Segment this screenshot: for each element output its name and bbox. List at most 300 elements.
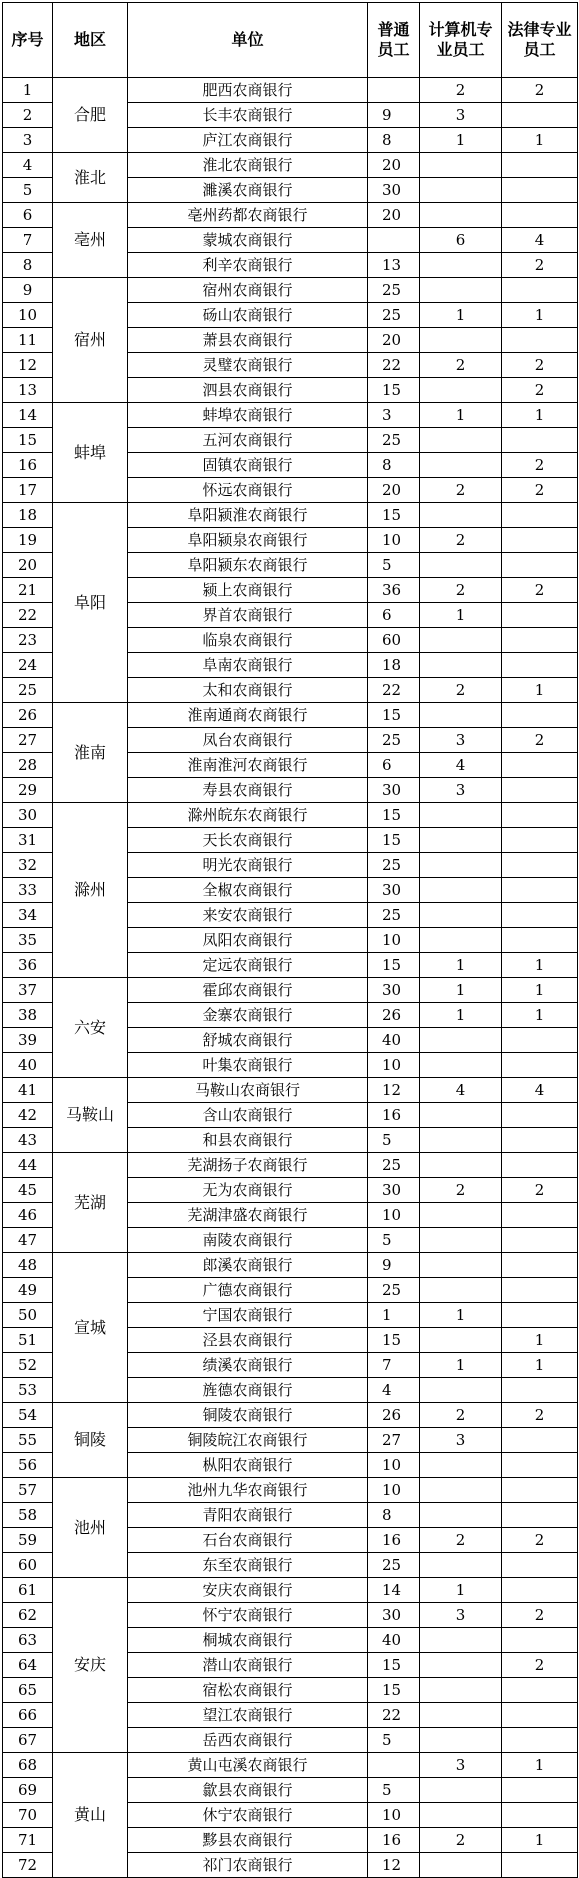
region-cell: 宣城 [53, 1253, 128, 1403]
unit-cell: 马鞍山农商银行 [128, 1078, 368, 1103]
computer-count-cell: 3 [420, 728, 502, 753]
law-count-cell: 4 [502, 1078, 578, 1103]
unit-cell: 肥西农商银行 [128, 78, 368, 103]
unit-cell: 青阳农商银行 [128, 1503, 368, 1528]
seq-cell: 1 [3, 78, 53, 103]
computer-count-cell: 2 [420, 1403, 502, 1428]
seq-cell: 54 [3, 1403, 53, 1428]
general-count-cell: 16 [368, 1528, 420, 1553]
law-count-cell [502, 1253, 578, 1278]
general-count-cell: 15 [368, 828, 420, 853]
computer-count-cell [420, 1653, 502, 1678]
general-count-cell: 16 [368, 1103, 420, 1128]
computer-count-cell: 1 [420, 403, 502, 428]
computer-count-cell [420, 1228, 502, 1253]
law-count-cell [502, 103, 578, 128]
unit-cell: 含山农商银行 [128, 1103, 368, 1128]
general-count-cell: 7 [368, 1353, 420, 1378]
seq-cell: 7 [3, 228, 53, 253]
law-count-cell [502, 203, 578, 228]
unit-cell: 旌德农商银行 [128, 1378, 368, 1403]
header-unit: 单位 [128, 3, 368, 78]
law-count-cell [502, 1378, 578, 1403]
law-count-cell: 1 [502, 403, 578, 428]
unit-cell: 叶集农商银行 [128, 1053, 368, 1078]
computer-count-cell: 2 [420, 528, 502, 553]
law-count-cell [502, 753, 578, 778]
general-count-cell: 5 [368, 553, 420, 578]
law-count-cell: 1 [502, 1353, 578, 1378]
seq-cell: 21 [3, 578, 53, 603]
table-row [3, 503, 578, 528]
seq-cell: 9 [3, 278, 53, 303]
general-count-cell: 16 [368, 1828, 420, 1853]
general-count-cell: 25 [368, 1153, 420, 1178]
seq-cell: 47 [3, 1228, 53, 1253]
seq-cell: 6 [3, 203, 53, 228]
seq-cell: 41 [3, 1078, 53, 1103]
computer-count-cell [420, 178, 502, 203]
unit-cell: 全椒农商银行 [128, 878, 368, 903]
computer-count-cell [420, 1328, 502, 1353]
unit-cell: 淮北农商银行 [128, 153, 368, 178]
computer-count-cell: 3 [420, 103, 502, 128]
general-count-cell: 15 [368, 1653, 420, 1678]
computer-count-cell [420, 628, 502, 653]
general-count-cell: 25 [368, 303, 420, 328]
seq-cell: 66 [3, 1703, 53, 1728]
unit-cell: 长丰农商银行 [128, 103, 368, 128]
seq-cell: 14 [3, 403, 53, 428]
unit-cell: 祁门农商银行 [128, 1853, 368, 1878]
law-count-cell [502, 828, 578, 853]
law-count-cell: 2 [502, 1528, 578, 1553]
general-count-cell: 20 [368, 203, 420, 228]
unit-cell: 枞阳农商银行 [128, 1453, 368, 1478]
seq-cell: 37 [3, 978, 53, 1003]
general-count-cell: 5 [368, 1728, 420, 1753]
seq-cell: 18 [3, 503, 53, 528]
computer-count-cell [420, 1703, 502, 1728]
seq-cell: 19 [3, 528, 53, 553]
general-count-cell: 15 [368, 503, 420, 528]
law-count-cell [502, 1578, 578, 1603]
seq-cell: 4 [3, 153, 53, 178]
region-cell: 芜湖 [53, 1153, 128, 1253]
unit-cell: 凤台农商银行 [128, 728, 368, 753]
unit-cell: 舒城农商银行 [128, 1028, 368, 1053]
general-count-cell: 22 [368, 678, 420, 703]
computer-count-cell: 1 [420, 1353, 502, 1378]
law-count-cell [502, 1453, 578, 1478]
seq-cell: 70 [3, 1803, 53, 1828]
general-count-cell: 10 [368, 1478, 420, 1503]
law-count-cell: 2 [502, 478, 578, 503]
law-count-cell: 1 [502, 303, 578, 328]
unit-cell: 金寨农商银行 [128, 1003, 368, 1028]
computer-count-cell [420, 828, 502, 853]
law-count-cell [502, 1778, 578, 1803]
unit-cell: 绩溪农商银行 [128, 1353, 368, 1378]
computer-count-cell [420, 1503, 502, 1528]
computer-count-cell: 2 [420, 1528, 502, 1553]
seq-cell: 30 [3, 803, 53, 828]
general-count-cell: 25 [368, 1278, 420, 1303]
general-count-cell: 22 [368, 1703, 420, 1728]
seq-cell: 56 [3, 1453, 53, 1478]
region-cell: 铜陵 [53, 1403, 128, 1478]
law-count-cell: 2 [502, 1403, 578, 1428]
computer-count-cell [420, 1453, 502, 1478]
general-count-cell: 14 [368, 1578, 420, 1603]
general-count-cell: 18 [368, 653, 420, 678]
seq-cell: 55 [3, 1428, 53, 1453]
unit-cell: 利辛农商银行 [128, 253, 368, 278]
unit-cell: 阜阳颍泉农商银行 [128, 528, 368, 553]
general-count-cell: 30 [368, 178, 420, 203]
general-count-cell: 10 [368, 928, 420, 953]
seq-cell: 60 [3, 1553, 53, 1578]
table-row [3, 978, 578, 1003]
seq-cell: 59 [3, 1528, 53, 1553]
computer-count-cell [420, 1203, 502, 1228]
computer-count-cell [420, 1728, 502, 1753]
unit-cell: 庐江农商银行 [128, 128, 368, 153]
general-count-cell: 10 [368, 528, 420, 553]
seq-cell: 13 [3, 378, 53, 403]
unit-cell: 怀远农商银行 [128, 478, 368, 503]
unit-cell: 泗县农商银行 [128, 378, 368, 403]
computer-count-cell [420, 1803, 502, 1828]
unit-cell: 滁州皖东农商银行 [128, 803, 368, 828]
computer-count-cell [420, 1378, 502, 1403]
computer-count-cell [420, 1778, 502, 1803]
law-count-cell [502, 1678, 578, 1703]
table-row [3, 1403, 578, 1428]
law-count-cell: 1 [502, 1328, 578, 1353]
unit-cell: 广德农商银行 [128, 1278, 368, 1303]
law-count-cell: 1 [502, 953, 578, 978]
seq-cell: 45 [3, 1178, 53, 1203]
law-count-cell [502, 503, 578, 528]
law-count-cell: 2 [502, 353, 578, 378]
seq-cell: 3 [3, 128, 53, 153]
seq-cell: 62 [3, 1603, 53, 1628]
computer-count-cell [420, 428, 502, 453]
unit-cell: 亳州药都农商银行 [128, 203, 368, 228]
region-cell: 六安 [53, 978, 128, 1078]
seq-cell: 40 [3, 1053, 53, 1078]
law-count-cell [502, 178, 578, 203]
region-cell: 阜阳 [53, 503, 128, 703]
seq-cell: 49 [3, 1278, 53, 1303]
general-count-cell: 15 [368, 378, 420, 403]
unit-cell: 明光农商银行 [128, 853, 368, 878]
general-count-cell: 26 [368, 1403, 420, 1428]
unit-cell: 宿松农商银行 [128, 1678, 368, 1703]
general-count-cell: 25 [368, 728, 420, 753]
unit-cell: 五河农商银行 [128, 428, 368, 453]
unit-cell: 凤阳农商银行 [128, 928, 368, 953]
unit-cell: 阜南农商银行 [128, 653, 368, 678]
seq-cell: 46 [3, 1203, 53, 1228]
law-count-cell [502, 903, 578, 928]
law-count-cell: 1 [502, 128, 578, 153]
general-count-cell: 40 [368, 1028, 420, 1053]
unit-cell: 桐城农商银行 [128, 1628, 368, 1653]
computer-count-cell [420, 928, 502, 953]
law-count-cell: 2 [502, 453, 578, 478]
header-computer: 计算机专业员工 [420, 3, 502, 78]
table-row [3, 1253, 578, 1278]
computer-count-cell: 1 [420, 1003, 502, 1028]
seq-cell: 17 [3, 478, 53, 503]
unit-cell: 南陵农商银行 [128, 1228, 368, 1253]
unit-cell: 无为农商银行 [128, 1178, 368, 1203]
seq-cell: 22 [3, 603, 53, 628]
law-count-cell [502, 853, 578, 878]
general-count-cell: 15 [368, 1328, 420, 1353]
law-count-cell [502, 803, 578, 828]
computer-count-cell: 1 [420, 1303, 502, 1328]
seq-cell: 50 [3, 1303, 53, 1328]
computer-count-cell [420, 1253, 502, 1278]
law-count-cell: 1 [502, 1003, 578, 1028]
computer-count-cell: 3 [420, 1753, 502, 1778]
general-count-cell: 5 [368, 1128, 420, 1153]
table-row [3, 1753, 578, 1778]
law-count-cell: 2 [502, 253, 578, 278]
computer-count-cell [420, 853, 502, 878]
computer-count-cell [420, 1053, 502, 1078]
unit-cell: 淮南通商农商银行 [128, 703, 368, 728]
law-count-cell [502, 1228, 578, 1253]
law-count-cell: 2 [502, 578, 578, 603]
unit-cell: 寿县农商银行 [128, 778, 368, 803]
general-count-cell: 15 [368, 953, 420, 978]
computer-count-cell [420, 253, 502, 278]
law-count-cell [502, 1728, 578, 1753]
law-count-cell [502, 1028, 578, 1053]
seq-cell: 39 [3, 1028, 53, 1053]
seq-cell: 24 [3, 653, 53, 678]
general-count-cell: 15 [368, 703, 420, 728]
general-count-cell: 25 [368, 428, 420, 453]
general-count-cell: 25 [368, 1553, 420, 1578]
general-count-cell: 36 [368, 578, 420, 603]
general-count-cell: 40 [368, 1628, 420, 1653]
law-count-cell: 2 [502, 1178, 578, 1203]
seq-cell: 51 [3, 1328, 53, 1353]
table-row [3, 203, 578, 228]
seq-cell: 16 [3, 453, 53, 478]
unit-cell: 泾县农商银行 [128, 1328, 368, 1353]
computer-count-cell: 2 [420, 678, 502, 703]
computer-count-cell [420, 553, 502, 578]
unit-cell: 岳西农商银行 [128, 1728, 368, 1753]
seq-cell: 48 [3, 1253, 53, 1278]
unit-cell: 池州九华农商银行 [128, 1478, 368, 1503]
unit-cell: 芜湖津盛农商银行 [128, 1203, 368, 1228]
law-count-cell [502, 653, 578, 678]
law-count-cell [502, 278, 578, 303]
law-count-cell [502, 1053, 578, 1078]
unit-cell: 定远农商银行 [128, 953, 368, 978]
unit-cell: 霍邱农商银行 [128, 978, 368, 1003]
seq-cell: 61 [3, 1578, 53, 1603]
computer-count-cell: 2 [420, 1828, 502, 1853]
computer-count-cell [420, 878, 502, 903]
law-count-cell [502, 703, 578, 728]
law-count-cell [502, 1553, 578, 1578]
general-count-cell: 4 [368, 1378, 420, 1403]
table-row [3, 703, 578, 728]
region-cell: 淮南 [53, 703, 128, 803]
seq-cell: 69 [3, 1778, 53, 1803]
computer-count-cell: 3 [420, 778, 502, 803]
unit-cell: 濉溪农商银行 [128, 178, 368, 203]
law-count-cell [502, 553, 578, 578]
unit-cell: 来安农商银行 [128, 903, 368, 928]
computer-count-cell [420, 1628, 502, 1653]
region-cell: 宿州 [53, 278, 128, 403]
law-count-cell: 2 [502, 78, 578, 103]
computer-count-cell [420, 1028, 502, 1053]
computer-count-cell: 1 [420, 953, 502, 978]
region-cell: 马鞍山 [53, 1078, 128, 1153]
unit-cell: 怀宁农商银行 [128, 1603, 368, 1628]
general-count-cell: 26 [368, 1003, 420, 1028]
general-count-cell: 6 [368, 753, 420, 778]
general-count-cell: 8 [368, 1503, 420, 1528]
computer-count-cell: 2 [420, 353, 502, 378]
unit-cell: 歙县农商银行 [128, 1778, 368, 1803]
law-count-cell [502, 1628, 578, 1653]
computer-count-cell: 3 [420, 1603, 502, 1628]
table-row [3, 78, 578, 103]
seq-cell: 10 [3, 303, 53, 328]
seq-cell: 71 [3, 1828, 53, 1853]
computer-count-cell [420, 1478, 502, 1503]
computer-count-cell [420, 653, 502, 678]
law-count-cell [502, 1853, 578, 1878]
unit-cell: 芜湖扬子农商银行 [128, 1153, 368, 1178]
computer-count-cell: 4 [420, 1078, 502, 1103]
unit-cell: 郎溪农商银行 [128, 1253, 368, 1278]
seq-cell: 12 [3, 353, 53, 378]
computer-count-cell: 4 [420, 753, 502, 778]
seq-cell: 26 [3, 703, 53, 728]
law-count-cell [502, 1278, 578, 1303]
computer-count-cell [420, 328, 502, 353]
seq-cell: 52 [3, 1353, 53, 1378]
general-count-cell: 5 [368, 1228, 420, 1253]
law-count-cell [502, 1503, 578, 1528]
law-count-cell [502, 428, 578, 453]
region-cell: 淮北 [53, 153, 128, 203]
law-count-cell: 1 [502, 1753, 578, 1778]
general-count-cell: 20 [368, 328, 420, 353]
general-count-cell [368, 1753, 420, 1778]
region-cell: 滁州 [53, 803, 128, 978]
unit-cell: 阜阳颍淮农商银行 [128, 503, 368, 528]
region-cell: 池州 [53, 1478, 128, 1578]
law-count-cell: 2 [502, 378, 578, 403]
seq-cell: 29 [3, 778, 53, 803]
seq-cell: 65 [3, 1678, 53, 1703]
unit-cell: 石台农商银行 [128, 1528, 368, 1553]
general-count-cell: 9 [368, 103, 420, 128]
general-count-cell: 20 [368, 478, 420, 503]
law-count-cell [502, 1478, 578, 1503]
computer-count-cell [420, 1153, 502, 1178]
general-count-cell: 15 [368, 803, 420, 828]
general-count-cell: 8 [368, 453, 420, 478]
header-row [3, 3, 578, 78]
unit-cell: 铜陵农商银行 [128, 1403, 368, 1428]
general-count-cell: 27 [368, 1428, 420, 1453]
law-count-cell: 2 [502, 728, 578, 753]
seq-cell: 27 [3, 728, 53, 753]
computer-count-cell: 3 [420, 1428, 502, 1453]
computer-count-cell [420, 903, 502, 928]
computer-count-cell: 2 [420, 478, 502, 503]
computer-count-cell [420, 1103, 502, 1128]
seq-cell: 8 [3, 253, 53, 278]
law-count-cell [502, 1803, 578, 1828]
general-count-cell: 3 [368, 403, 420, 428]
law-count-cell [502, 1303, 578, 1328]
law-count-cell [502, 153, 578, 178]
seq-cell: 44 [3, 1153, 53, 1178]
general-count-cell: 5 [368, 1778, 420, 1803]
law-count-cell [502, 1203, 578, 1228]
table-row [3, 803, 578, 828]
seq-cell: 33 [3, 878, 53, 903]
computer-count-cell [420, 453, 502, 478]
law-count-cell [502, 928, 578, 953]
computer-count-cell: 6 [420, 228, 502, 253]
general-count-cell: 10 [368, 1053, 420, 1078]
unit-cell: 蒙城农商银行 [128, 228, 368, 253]
computer-count-cell [420, 278, 502, 303]
seq-cell: 11 [3, 328, 53, 353]
unit-cell: 阜阳颍东农商银行 [128, 553, 368, 578]
computer-count-cell: 1 [420, 303, 502, 328]
unit-cell: 砀山农商银行 [128, 303, 368, 328]
seq-cell: 63 [3, 1628, 53, 1653]
computer-count-cell: 2 [420, 578, 502, 603]
general-count-cell: 30 [368, 778, 420, 803]
general-count-cell: 10 [368, 1803, 420, 1828]
law-count-cell: 2 [502, 1653, 578, 1678]
computer-count-cell [420, 803, 502, 828]
seq-cell: 34 [3, 903, 53, 928]
general-count-cell: 60 [368, 628, 420, 653]
law-count-cell [502, 1153, 578, 1178]
law-count-cell [502, 1703, 578, 1728]
unit-cell: 休宁农商银行 [128, 1803, 368, 1828]
general-count-cell: 25 [368, 853, 420, 878]
unit-cell: 安庆农商银行 [128, 1578, 368, 1603]
seq-cell: 42 [3, 1103, 53, 1128]
general-count-cell: 13 [368, 253, 420, 278]
unit-cell: 颍上农商银行 [128, 578, 368, 603]
table-row [3, 403, 578, 428]
law-count-cell [502, 778, 578, 803]
unit-cell: 潜山农商银行 [128, 1653, 368, 1678]
law-count-cell [502, 1103, 578, 1128]
